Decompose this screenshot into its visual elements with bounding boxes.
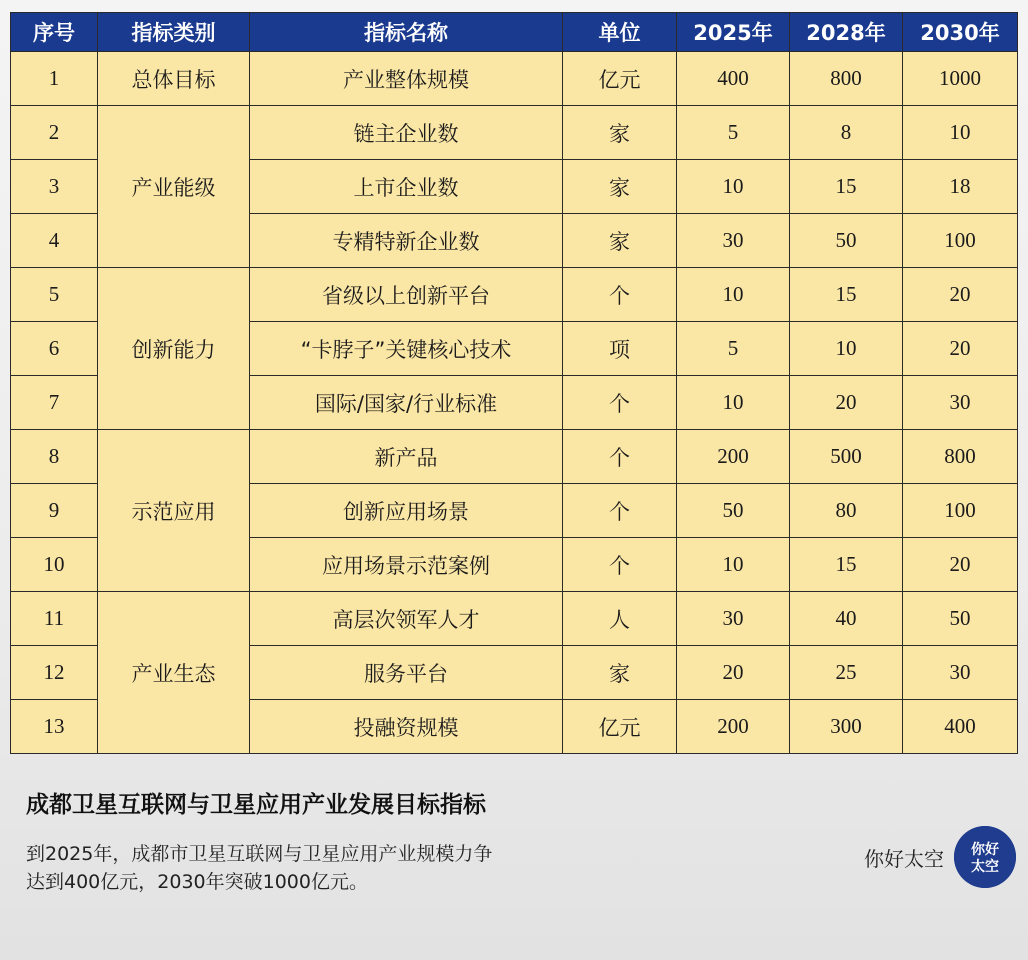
row-number: 11 [11, 592, 98, 646]
header-unit: 单位 [563, 13, 677, 52]
row-number: 3 [11, 160, 98, 214]
row-number: 4 [11, 214, 98, 268]
value-2030: 100 [903, 214, 1018, 268]
row-number: 2 [11, 106, 98, 160]
row-number: 7 [11, 376, 98, 430]
value-2030: 18 [903, 160, 1018, 214]
row-number: 10 [11, 538, 98, 592]
value-2028: 20 [790, 376, 903, 430]
row-number: 9 [11, 484, 98, 538]
value-2025: 10 [677, 376, 790, 430]
indicator-name: 链主企业数 [250, 106, 563, 160]
brand-logo-svg [954, 826, 1016, 888]
brand-logo-icon [954, 826, 1016, 888]
value-2030: 800 [903, 430, 1018, 484]
header-no: 序号 [11, 13, 98, 52]
indicator-name: 应用场景示范案例 [250, 538, 563, 592]
category-cell: 示范应用 [98, 430, 250, 592]
caption-title: 成都卫星互联网与卫星应用产业发展目标指标 [26, 792, 486, 818]
value-2030: 1000 [903, 52, 1018, 106]
indicator-table [10, 12, 1018, 754]
value-2028: 40 [790, 592, 903, 646]
value-2028: 300 [790, 700, 903, 754]
value-2030: 400 [903, 700, 1018, 754]
category-cell: 总体目标 [98, 52, 250, 106]
header-2028: 2028年 [790, 13, 903, 52]
value-2028: 15 [790, 160, 903, 214]
category-cell: 创新能力 [98, 268, 250, 430]
value-2025: 30 [677, 592, 790, 646]
category-cell: 产业能级 [98, 106, 250, 268]
value-2025: 10 [677, 268, 790, 322]
table-header-row [11, 13, 1018, 52]
value-2028: 25 [790, 646, 903, 700]
row-number: 12 [11, 646, 98, 700]
indicator-name: 上市企业数 [250, 160, 563, 214]
unit-cell: 亿元 [563, 52, 677, 106]
value-2025: 200 [677, 430, 790, 484]
header-name: 指标名称 [250, 13, 563, 52]
unit-cell: 项 [563, 322, 677, 376]
value-2030: 10 [903, 106, 1018, 160]
value-2028: 8 [790, 106, 903, 160]
header-category: 指标类别 [98, 13, 250, 52]
row-number: 13 [11, 700, 98, 754]
unit-cell: 家 [563, 160, 677, 214]
value-2028: 15 [790, 538, 903, 592]
table-row [11, 52, 1018, 106]
value-2028: 80 [790, 484, 903, 538]
value-2030: 30 [903, 376, 1018, 430]
value-2025: 10 [677, 160, 790, 214]
row-number: 1 [11, 52, 98, 106]
value-2030: 30 [903, 646, 1018, 700]
indicator-name: 专精特新企业数 [250, 214, 563, 268]
indicator-name: 创新应用场景 [250, 484, 563, 538]
table-row [11, 430, 1018, 484]
category-cell: 产业生态 [98, 592, 250, 754]
indicator-name: 服务平台 [250, 646, 563, 700]
value-2028: 10 [790, 322, 903, 376]
unit-cell: 个 [563, 430, 677, 484]
caption-text: 到2025年，成都市卫星互联网与卫星应用产业规模力争达到400亿元，2030年突破1000亿元。 [26, 843, 493, 893]
value-2025: 5 [677, 322, 790, 376]
value-2030: 100 [903, 484, 1018, 538]
brand-block [864, 826, 1016, 888]
unit-cell: 亿元 [563, 700, 677, 754]
value-2025: 400 [677, 52, 790, 106]
indicator-name: 省级以上创新平台 [250, 268, 563, 322]
row-number: 6 [11, 322, 98, 376]
brand-name: 你好太空 [864, 846, 944, 871]
unit-cell: 家 [563, 646, 677, 700]
value-2030: 20 [903, 322, 1018, 376]
value-2025: 200 [677, 700, 790, 754]
header-2030: 2030年 [903, 13, 1018, 52]
row-number: 5 [11, 268, 98, 322]
table-row [11, 106, 1018, 160]
header-2025: 2025年 [677, 13, 790, 52]
value-2028: 500 [790, 430, 903, 484]
value-2025: 30 [677, 214, 790, 268]
brand-logo-line-1: 你好 [971, 842, 999, 858]
unit-cell: 人 [563, 592, 677, 646]
indicator-name: 投融资规模 [250, 700, 563, 754]
unit-cell: 个 [563, 376, 677, 430]
indicator-name: 产业整体规模 [250, 52, 563, 106]
indicator-table-container [10, 12, 1017, 758]
value-2025: 10 [677, 538, 790, 592]
value-2030: 20 [903, 538, 1018, 592]
unit-cell: 个 [563, 484, 677, 538]
value-2025: 5 [677, 106, 790, 160]
value-2028: 800 [790, 52, 903, 106]
value-2025: 20 [677, 646, 790, 700]
unit-cell: 家 [563, 214, 677, 268]
row-number: 8 [11, 430, 98, 484]
value-2028: 15 [790, 268, 903, 322]
indicator-name: 国际/国家/行业标准 [250, 376, 563, 430]
value-2030: 50 [903, 592, 1018, 646]
indicator-name: 高层次领军人才 [250, 592, 563, 646]
value-2028: 50 [790, 214, 903, 268]
unit-cell: 个 [563, 268, 677, 322]
indicator-name: “卡脖子”关键核心技术 [250, 322, 563, 376]
value-2025: 50 [677, 484, 790, 538]
unit-cell: 家 [563, 106, 677, 160]
indicator-name: 新产品 [250, 430, 563, 484]
table-row [11, 592, 1018, 646]
value-2030: 20 [903, 268, 1018, 322]
brand-logo-line-2: 太空 [971, 859, 999, 875]
table-row [11, 268, 1018, 322]
unit-cell: 个 [563, 538, 677, 592]
